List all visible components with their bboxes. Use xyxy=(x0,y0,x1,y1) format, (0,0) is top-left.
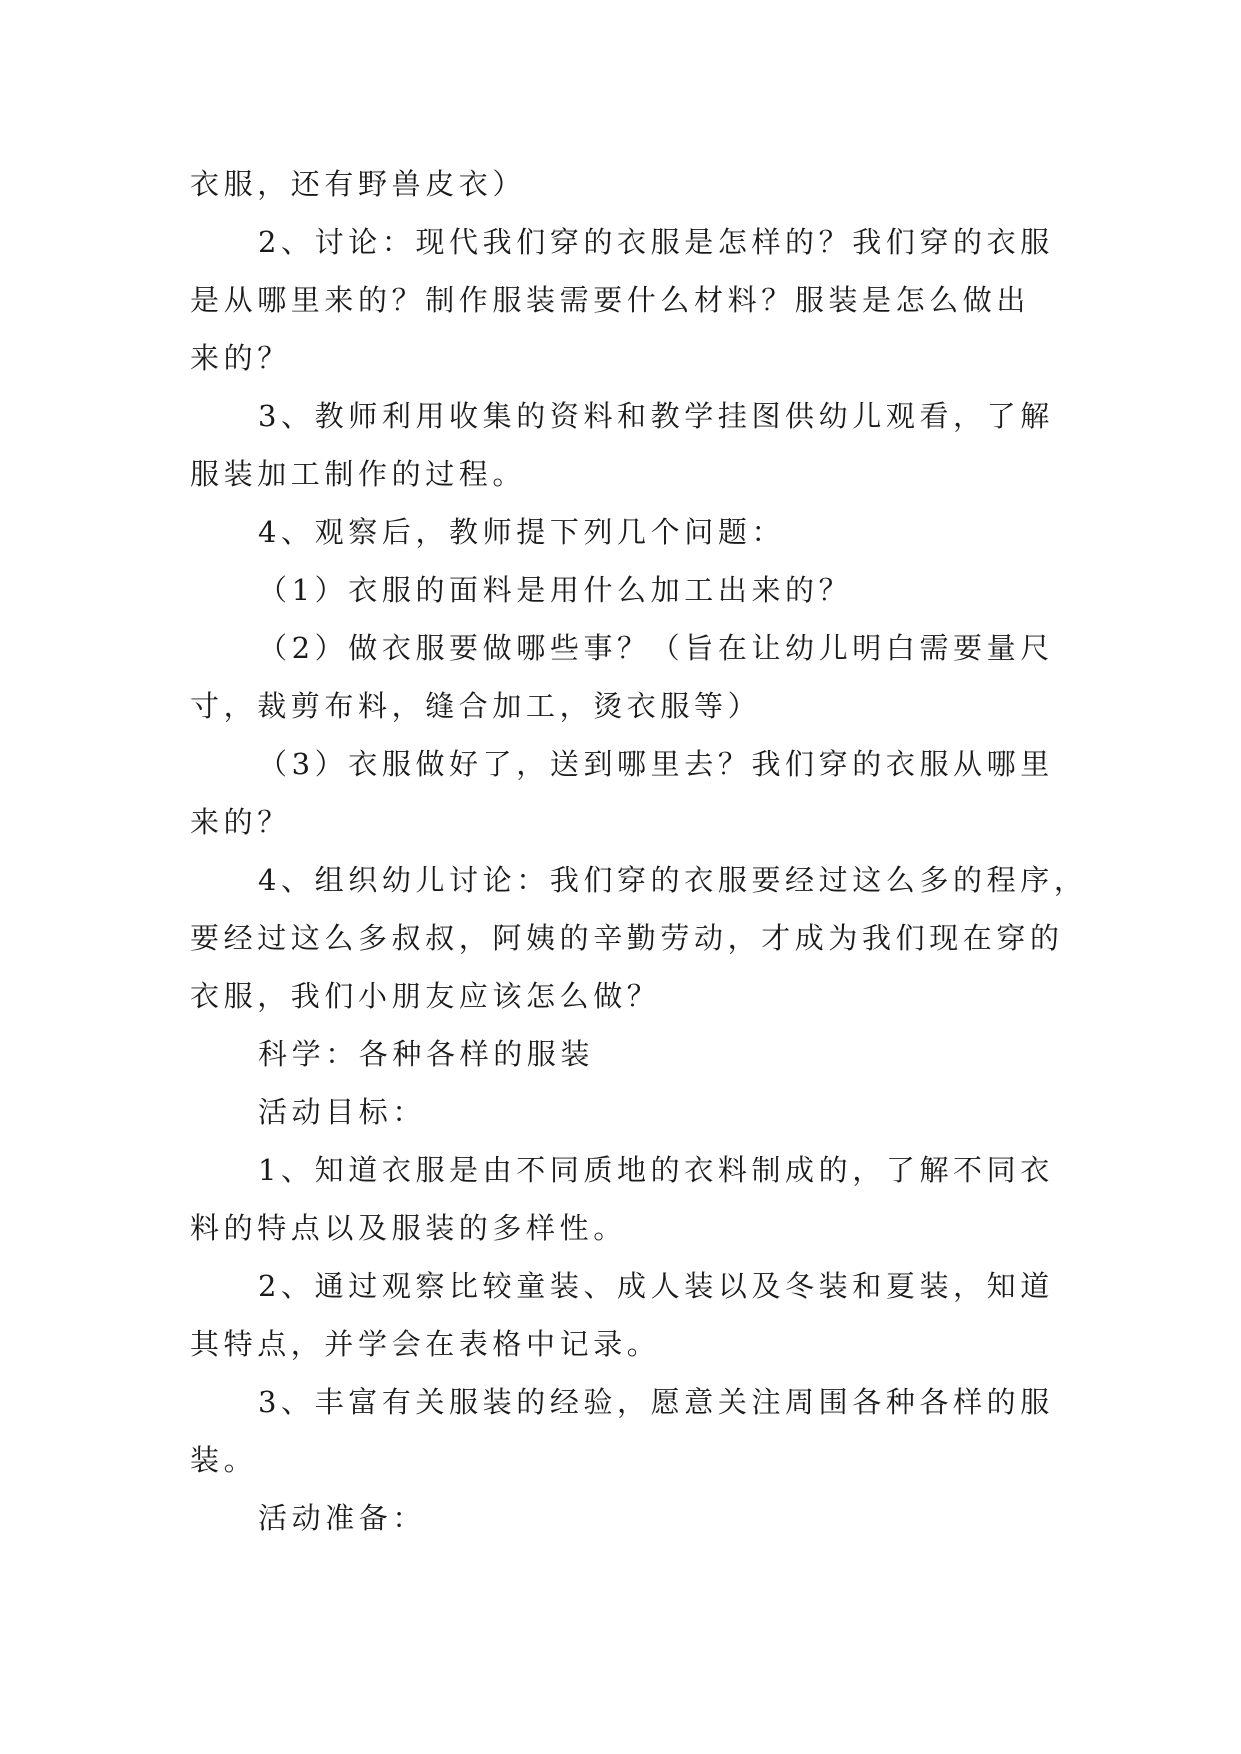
text-line: 其特点，并学会在表格中记录。 xyxy=(190,1327,661,1361)
document-body xyxy=(190,155,1088,1547)
text-line: （3）衣服做好了，送到哪里去？我们穿的衣服从哪里 xyxy=(258,747,1054,781)
text-line: 服装加工制作的过程。 xyxy=(190,457,527,491)
subsection-heading: 活动准备： xyxy=(258,1501,427,1535)
text-line: 衣服，还有野兽皮衣） xyxy=(190,167,527,201)
section-heading: 科学：各种各样的服装 xyxy=(258,1037,595,1071)
text-line: 衣服，我们小朋友应该怎么做？ xyxy=(190,979,661,1013)
text-line: 寸，裁剪布料，缝合加工，烫衣服等） xyxy=(190,689,762,723)
text-line: 要经过这么多叔叔，阿姨的辛勤劳动，才成为我们现在穿的 xyxy=(190,921,1064,955)
text-line: 装。 xyxy=(190,1443,258,1477)
text-line: 4、组织幼儿讨论：我们穿的衣服要经过这么多的程序， xyxy=(258,863,1088,897)
text-line: 4、观察后，教师提下列几个问题： xyxy=(258,515,786,549)
text-line: 来的？ xyxy=(190,341,291,375)
text-line: （2）做衣服要做哪些事？（旨在让幼儿明白需要量尺 xyxy=(258,631,1054,665)
text-line: 3、丰富有关服装的经验，愿意关注周围各种各样的服 xyxy=(258,1385,1054,1419)
text-line: 是从哪里来的？制作服装需要什么材料？服装是怎么做出 xyxy=(190,283,1031,317)
subsection-heading: 活动目标： xyxy=(258,1095,427,1129)
text-line: 2、讨论：现代我们穿的衣服是怎样的？我们穿的衣服 xyxy=(258,225,1054,259)
text-line: （1）衣服的面料是用什么加工出来的？ xyxy=(258,573,853,607)
text-line: 1、知道衣服是由不同质地的衣料制成的，了解不同衣 xyxy=(258,1153,1054,1187)
text-line: 3、教师利用收集的资料和教学挂图供幼儿观看，了解 xyxy=(258,399,1054,433)
text-line: 2、通过观察比较童装、成人装以及冬装和夏装，知道 xyxy=(258,1269,1054,1303)
text-line: 料的特点以及服装的多样性。 xyxy=(190,1211,627,1245)
text-line: 来的？ xyxy=(190,805,291,839)
